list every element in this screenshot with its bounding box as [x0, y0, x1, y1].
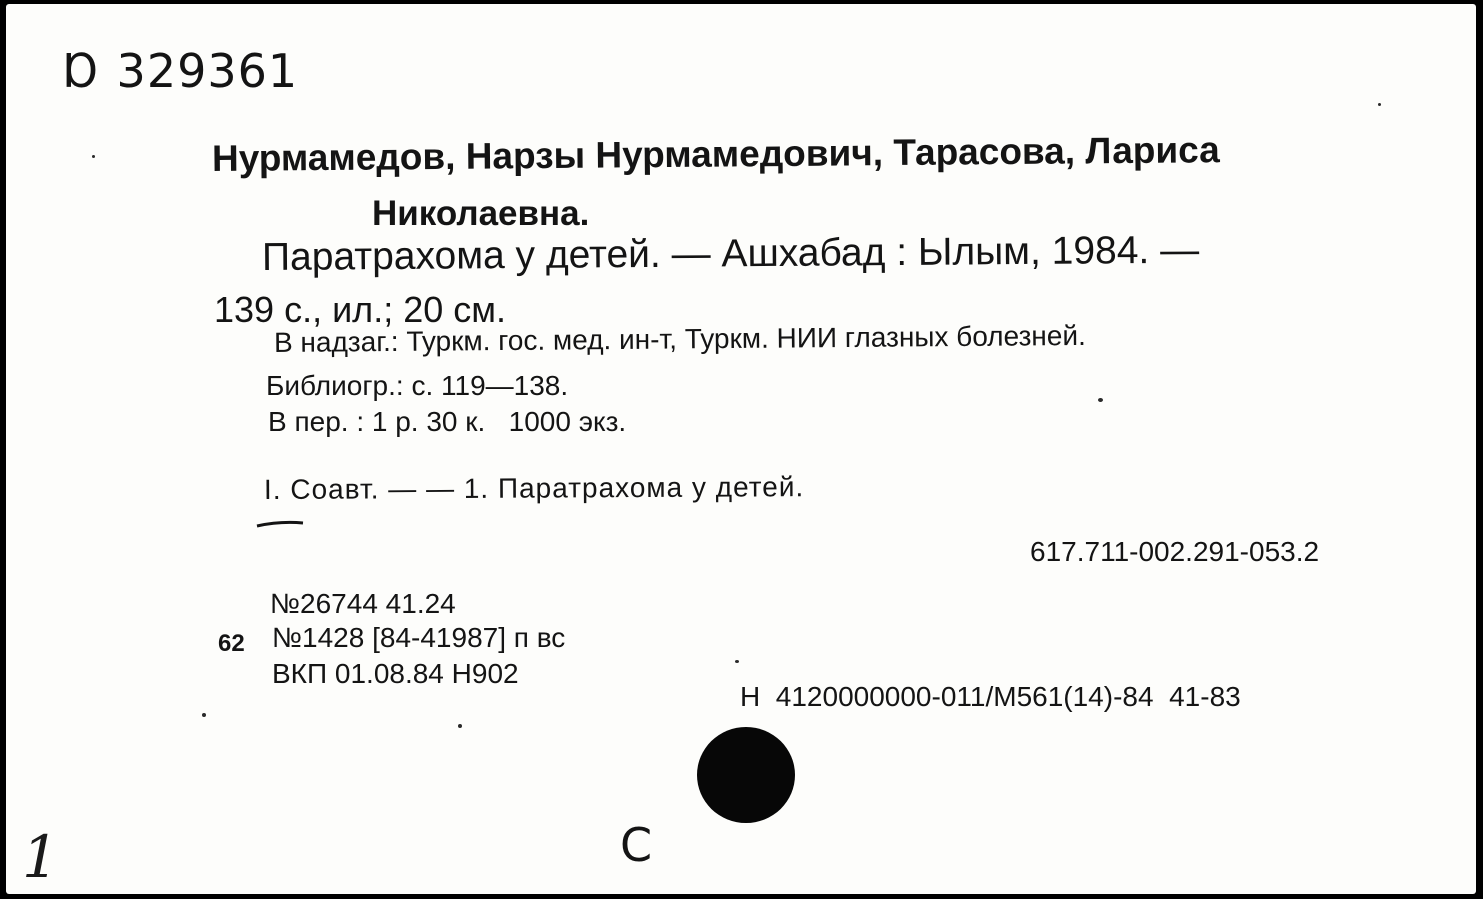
punch-hole — [697, 727, 795, 823]
tracing: I. Соавт. — — 1. Паратрахома у детей. — [263, 471, 805, 505]
speck — [202, 713, 206, 717]
speck — [92, 155, 95, 158]
note-bibliography: Библиогр.: с. 119—138. — [266, 370, 569, 401]
title-line-2: 139 с., ил.; 20 см. — [214, 289, 506, 330]
authors-line-1: Нурмамедов, Нарзы Нурмамедович, Тарасова, Лариса — [211, 129, 1220, 179]
title-line-1: Паратрахома у детей. — Ашхабад : Ылым, 1984. — — [261, 228, 1200, 279]
speck — [458, 724, 462, 728]
call-number: Ɒ 329361 — [64, 44, 299, 98]
order-count: 62 — [218, 630, 245, 657]
letter-c: С — [620, 818, 653, 872]
publisher-code: Н 4120000000-011/М561(14)-84 41-83 — [740, 681, 1241, 712]
underline-mark — [255, 520, 305, 528]
order-line-2: №1428 [84-41987] п вс — [272, 622, 566, 653]
speck — [1378, 103, 1381, 106]
vkp-line: ВКП 01.08.84 Н902 — [272, 658, 519, 689]
order-line-1: №26744 41.24 — [270, 588, 456, 619]
speck — [735, 660, 739, 663]
note-organization: В надзаг.: Туркм. гос. мед. ин-т, Туркм. НИИ глазных болезней. — [273, 319, 1086, 358]
handwritten-number: 1 — [22, 823, 59, 891]
note-price-copies: В пер. : 1 р. 30 к. 1000 экз. — [268, 406, 627, 437]
speck — [1098, 398, 1103, 402]
udc-index: 617.711-002.291-053.2 — [1030, 536, 1320, 567]
authors-line-2: Николаевна. — [372, 194, 590, 233]
